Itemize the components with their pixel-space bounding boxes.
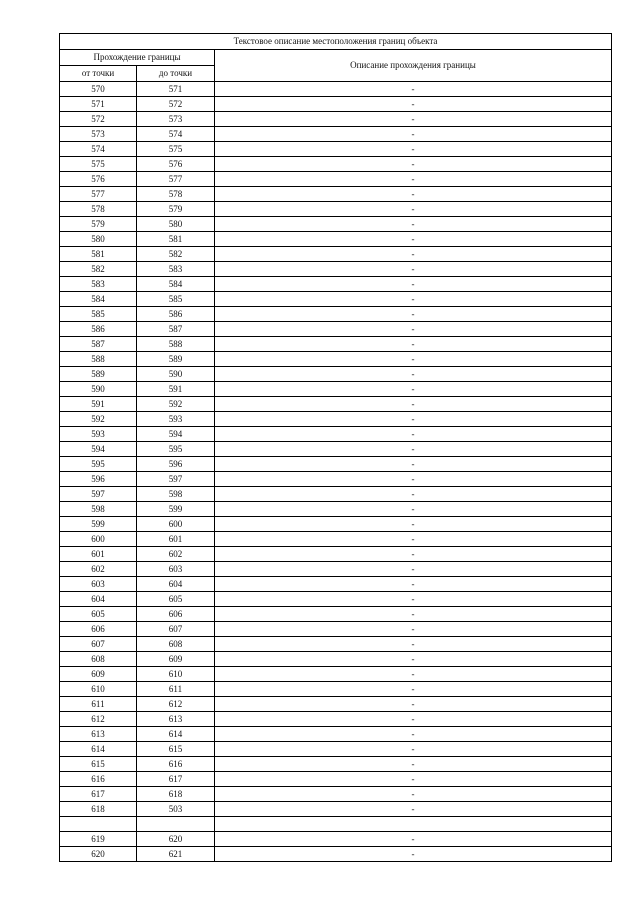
- table-row: [60, 832, 612, 847]
- to-point-cell: 589: [137, 352, 215, 367]
- to-point-cell: 595: [137, 442, 215, 457]
- table-row: [60, 697, 612, 712]
- from-point-cell: 584: [60, 292, 137, 307]
- from-point-cell: 585: [60, 307, 137, 322]
- table-row: [60, 532, 612, 547]
- description-cell: -: [215, 202, 612, 217]
- description-cell: -: [215, 787, 612, 802]
- to-point-cell: 596: [137, 457, 215, 472]
- description-cell: -: [215, 502, 612, 517]
- table-row: [60, 802, 612, 817]
- to-point-cell: 590: [137, 367, 215, 382]
- table-row: [60, 817, 612, 832]
- from-point-cell: 582: [60, 262, 137, 277]
- description-cell: -: [215, 277, 612, 292]
- from-point-cell: 617: [60, 787, 137, 802]
- from-point-cell: 586: [60, 322, 137, 337]
- from-point-cell: 576: [60, 172, 137, 187]
- table-row: [60, 637, 612, 652]
- from-point-cell: 574: [60, 142, 137, 157]
- from-point-cell: 592: [60, 412, 137, 427]
- description-cell: -: [215, 487, 612, 502]
- to-point-cell: 613: [137, 712, 215, 727]
- to-point-cell: 615: [137, 742, 215, 757]
- table-row: [60, 847, 612, 862]
- to-point-cell: 608: [137, 637, 215, 652]
- from-point-cell: 577: [60, 187, 137, 202]
- from-point-cell: 578: [60, 202, 137, 217]
- table-row: [60, 397, 612, 412]
- to-point-header: до точки: [137, 66, 215, 82]
- to-point-cell: 610: [137, 667, 215, 682]
- to-point-cell: 604: [137, 577, 215, 592]
- to-point-cell: 601: [137, 532, 215, 547]
- to-point-cell: 593: [137, 412, 215, 427]
- to-point-cell: 575: [137, 142, 215, 157]
- description-cell: -: [215, 247, 612, 262]
- to-point-cell: 580: [137, 217, 215, 232]
- from-point-cell: 572: [60, 112, 137, 127]
- description-cell: -: [215, 322, 612, 337]
- from-point-cell: 598: [60, 502, 137, 517]
- to-point-cell: 614: [137, 727, 215, 742]
- from-point-cell: 579: [60, 217, 137, 232]
- from-point-cell: 593: [60, 427, 137, 442]
- description-cell: -: [215, 442, 612, 457]
- description-header: Описание прохождения границы: [215, 50, 612, 82]
- description-cell: -: [215, 757, 612, 772]
- to-point-cell: 584: [137, 277, 215, 292]
- description-cell: -: [215, 592, 612, 607]
- to-point-cell: 587: [137, 322, 215, 337]
- to-point-cell: 621: [137, 847, 215, 862]
- description-cell: -: [215, 562, 612, 577]
- to-point-cell: 606: [137, 607, 215, 622]
- table-row: [60, 232, 612, 247]
- from-point-cell: 595: [60, 457, 137, 472]
- description-cell: -: [215, 397, 612, 412]
- description-cell: -: [215, 307, 612, 322]
- from-point-cell: 616: [60, 772, 137, 787]
- table-row: [60, 727, 612, 742]
- to-point-cell: 591: [137, 382, 215, 397]
- to-point-cell: 578: [137, 187, 215, 202]
- description-cell: -: [215, 457, 612, 472]
- from-point-cell: 607: [60, 637, 137, 652]
- to-point-cell: 592: [137, 397, 215, 412]
- table-row: [60, 652, 612, 667]
- from-point-cell: 604: [60, 592, 137, 607]
- table-row: [60, 667, 612, 682]
- description-cell: -: [215, 652, 612, 667]
- to-point-cell: 576: [137, 157, 215, 172]
- description-cell: -: [215, 682, 612, 697]
- to-point-cell: 600: [137, 517, 215, 532]
- description-cell: -: [215, 427, 612, 442]
- table-row: [60, 292, 612, 307]
- to-point-cell: 603: [137, 562, 215, 577]
- from-point-cell: 571: [60, 97, 137, 112]
- description-cell: -: [215, 187, 612, 202]
- to-point-cell: 582: [137, 247, 215, 262]
- description-cell: -: [215, 172, 612, 187]
- description-cell: [215, 817, 612, 832]
- description-cell: -: [215, 847, 612, 862]
- to-point-cell: 598: [137, 487, 215, 502]
- to-point-cell: 599: [137, 502, 215, 517]
- table-row: [60, 757, 612, 772]
- from-point-cell: 573: [60, 127, 137, 142]
- group-header: Прохождение границы: [60, 50, 215, 66]
- to-point-cell: 620: [137, 832, 215, 847]
- boundary-table: [59, 33, 612, 862]
- description-cell: -: [215, 637, 612, 652]
- from-point-cell: 596: [60, 472, 137, 487]
- description-cell: -: [215, 127, 612, 142]
- to-point-cell: 616: [137, 757, 215, 772]
- from-point-cell: 588: [60, 352, 137, 367]
- to-point-cell: 612: [137, 697, 215, 712]
- from-point-cell: 594: [60, 442, 137, 457]
- description-cell: -: [215, 337, 612, 352]
- description-cell: -: [215, 607, 612, 622]
- to-point-cell: [137, 817, 215, 832]
- description-cell: -: [215, 292, 612, 307]
- description-cell: -: [215, 82, 612, 97]
- description-cell: -: [215, 697, 612, 712]
- table-row: [60, 502, 612, 517]
- table-row: [60, 742, 612, 757]
- from-point-cell: 580: [60, 232, 137, 247]
- to-point-cell: 577: [137, 172, 215, 187]
- description-cell: -: [215, 232, 612, 247]
- to-point-cell: 594: [137, 427, 215, 442]
- description-cell: -: [215, 532, 612, 547]
- description-cell: -: [215, 622, 612, 637]
- table-row: [60, 127, 612, 142]
- description-cell: -: [215, 352, 612, 367]
- description-cell: -: [215, 97, 612, 112]
- description-cell: -: [215, 112, 612, 127]
- table-body: [60, 82, 612, 862]
- from-point-cell: 620: [60, 847, 137, 862]
- to-point-cell: 607: [137, 622, 215, 637]
- table-row: [60, 307, 612, 322]
- from-point-cell: 575: [60, 157, 137, 172]
- table-row: [60, 337, 612, 352]
- table-row: [60, 592, 612, 607]
- description-cell: -: [215, 157, 612, 172]
- table-row: [60, 607, 612, 622]
- from-point-cell: 597: [60, 487, 137, 502]
- to-point-cell: 586: [137, 307, 215, 322]
- from-point-cell: 591: [60, 397, 137, 412]
- table-row: [60, 142, 612, 157]
- from-point-cell: 606: [60, 622, 137, 637]
- table-row: [60, 547, 612, 562]
- table-row: [60, 157, 612, 172]
- from-point-cell: 589: [60, 367, 137, 382]
- table-row: [60, 262, 612, 277]
- to-point-cell: 605: [137, 592, 215, 607]
- to-point-cell: 609: [137, 652, 215, 667]
- from-point-cell: 611: [60, 697, 137, 712]
- from-point-cell: 605: [60, 607, 137, 622]
- table-row: [60, 277, 612, 292]
- to-point-cell: 579: [137, 202, 215, 217]
- from-point-cell: 612: [60, 712, 137, 727]
- from-point-header: от точки: [60, 66, 137, 82]
- to-point-cell: 503: [137, 802, 215, 817]
- description-cell: -: [215, 742, 612, 757]
- description-cell: -: [215, 802, 612, 817]
- description-cell: -: [215, 667, 612, 682]
- to-point-cell: 581: [137, 232, 215, 247]
- table-row: [60, 712, 612, 727]
- from-point-cell: 615: [60, 757, 137, 772]
- table-row: [60, 787, 612, 802]
- table-row: [60, 517, 612, 532]
- description-cell: -: [215, 367, 612, 382]
- from-point-cell: 618: [60, 802, 137, 817]
- description-cell: -: [215, 412, 612, 427]
- from-point-cell: 599: [60, 517, 137, 532]
- table-row: [60, 772, 612, 787]
- table-row: [60, 97, 612, 112]
- table-row: [60, 352, 612, 367]
- table-row: [60, 487, 612, 502]
- description-cell: -: [215, 382, 612, 397]
- table-row: [60, 622, 612, 637]
- table-row: [60, 457, 612, 472]
- from-point-cell: 602: [60, 562, 137, 577]
- from-point-cell: 583: [60, 277, 137, 292]
- table-row: [60, 82, 612, 97]
- description-cell: -: [215, 712, 612, 727]
- to-point-cell: 571: [137, 82, 215, 97]
- description-cell: -: [215, 517, 612, 532]
- from-point-cell: 610: [60, 682, 137, 697]
- to-point-cell: 572: [137, 97, 215, 112]
- to-point-cell: 574: [137, 127, 215, 142]
- table-row: [60, 187, 612, 202]
- from-point-cell: [60, 817, 137, 832]
- from-point-cell: 600: [60, 532, 137, 547]
- to-point-cell: 617: [137, 772, 215, 787]
- table-row: [60, 682, 612, 697]
- table-row: [60, 427, 612, 442]
- table-row: [60, 562, 612, 577]
- from-point-cell: 590: [60, 382, 137, 397]
- description-cell: -: [215, 262, 612, 277]
- table-row: [60, 412, 612, 427]
- table-row: [60, 367, 612, 382]
- table-row: [60, 322, 612, 337]
- table-row: [60, 112, 612, 127]
- from-point-cell: 619: [60, 832, 137, 847]
- from-point-cell: 613: [60, 727, 137, 742]
- description-cell: -: [215, 142, 612, 157]
- to-point-cell: 602: [137, 547, 215, 562]
- from-point-cell: 581: [60, 247, 137, 262]
- from-point-cell: 614: [60, 742, 137, 757]
- table-row: [60, 217, 612, 232]
- description-cell: -: [215, 472, 612, 487]
- description-cell: -: [215, 547, 612, 562]
- to-point-cell: 597: [137, 472, 215, 487]
- description-cell: -: [215, 727, 612, 742]
- to-point-cell: 618: [137, 787, 215, 802]
- table-row: [60, 172, 612, 187]
- description-cell: -: [215, 832, 612, 847]
- to-point-cell: 583: [137, 262, 215, 277]
- table-row: [60, 472, 612, 487]
- from-point-cell: 601: [60, 547, 137, 562]
- from-point-cell: 609: [60, 667, 137, 682]
- to-point-cell: 573: [137, 112, 215, 127]
- to-point-cell: 611: [137, 682, 215, 697]
- table-title: Текстовое описание местоположения границ объекта: [60, 34, 612, 50]
- from-point-cell: 587: [60, 337, 137, 352]
- from-point-cell: 603: [60, 577, 137, 592]
- table-row: [60, 577, 612, 592]
- to-point-cell: 588: [137, 337, 215, 352]
- description-cell: -: [215, 577, 612, 592]
- from-point-cell: 570: [60, 82, 137, 97]
- table-row: [60, 202, 612, 217]
- to-point-cell: 585: [137, 292, 215, 307]
- description-cell: -: [215, 772, 612, 787]
- table-row: [60, 442, 612, 457]
- table-row: [60, 247, 612, 262]
- description-cell: -: [215, 217, 612, 232]
- from-point-cell: 608: [60, 652, 137, 667]
- table-row: [60, 382, 612, 397]
